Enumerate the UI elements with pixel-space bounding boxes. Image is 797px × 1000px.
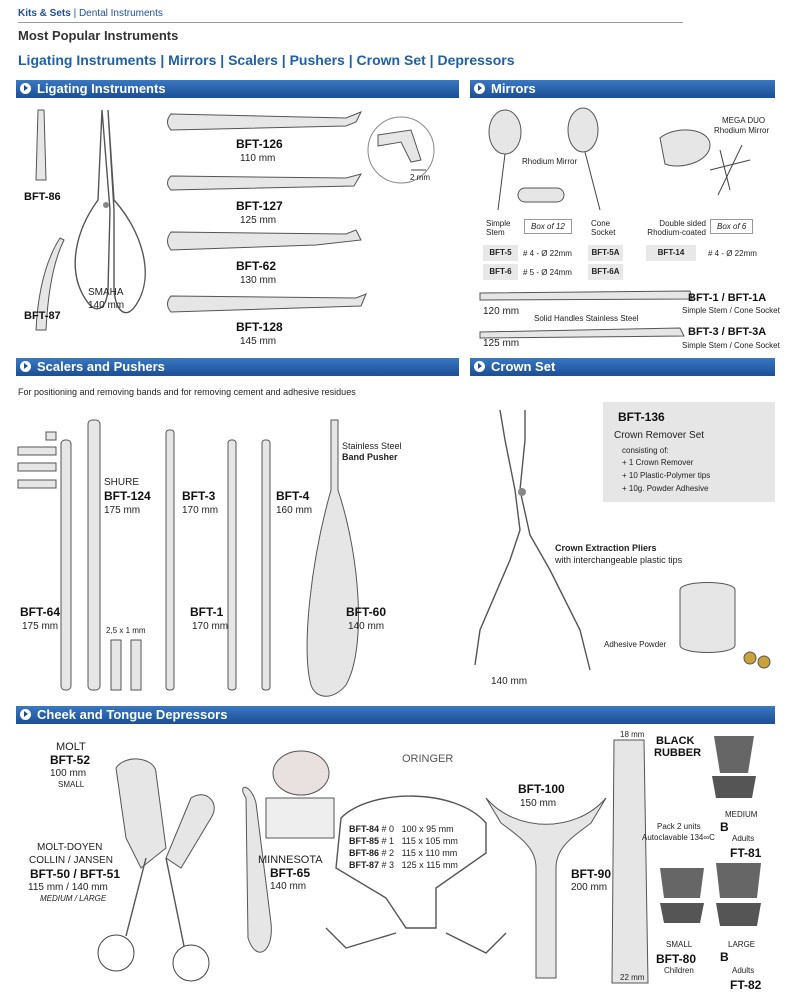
crown-size: 140 mm (491, 676, 528, 687)
crown-item: + 1 Crown Remover (622, 458, 694, 467)
section-header-scalers (16, 358, 459, 376)
bft64-illustration (61, 440, 71, 690)
oringer-num: # 0 (381, 824, 395, 834)
section-title: Cheek and Tongue Depressors (37, 707, 228, 722)
pusher-label-2: Band Pusher (342, 452, 398, 462)
bft87-label: BFT-87 (24, 310, 61, 322)
rubber-label: RUBBER (654, 747, 702, 759)
double-sided-label: Double sided Rhodium-coated (647, 219, 706, 237)
page-title: Most Popular Instruments (18, 28, 179, 43)
bft14-size: # 4 - Ø 22mm (708, 249, 757, 258)
autoclave-label: Autoclavable 134∞C (642, 833, 715, 842)
breadcrumb-sub[interactable]: Dental Instruments (78, 8, 163, 19)
box6-label: Box of 6 (710, 219, 753, 234)
bft128-code: BFT-128 (236, 320, 283, 334)
bft126-size: 110 mm (240, 153, 276, 164)
crown-consisting: consisting of: (622, 446, 669, 455)
bft64-size: 175 mm (22, 621, 59, 632)
rubber-medium-illustration (714, 736, 754, 773)
handle1-illustration (480, 291, 692, 300)
bft65-code: BFT-65 (270, 866, 311, 880)
bft128-illustration (168, 294, 367, 312)
bft50-size: 115 mm / 140 mm (28, 882, 108, 893)
bft1-size: 170 mm (192, 621, 229, 632)
bft80-code: BFT-80 (656, 952, 697, 966)
oringer-code: BFT-85 (349, 836, 380, 846)
crown-item: + 10g. Powder Adhesive (622, 484, 709, 493)
mirror-cone-illustration (568, 108, 598, 152)
mirror-row-code-a: BFT-5A (588, 245, 623, 261)
mirror-row-code-a: BFT-6A (588, 264, 623, 280)
handle1-desc: Simple Stem / Cone Socket (682, 306, 780, 315)
section-title: Crown Set (491, 359, 556, 374)
mouth-illustration (266, 751, 334, 838)
pliers-sub: with interchangeable plastic tips (555, 555, 683, 565)
collin-label: COLLIN / JANSEN (29, 855, 113, 866)
tip-size: 2 mm (410, 173, 430, 182)
mirror-row-size: # 4 - Ø 22mm (523, 249, 572, 258)
mirror-row-size: # 5 - Ø 24mm (523, 268, 572, 277)
children-label: Children (664, 966, 694, 975)
crown-name: Crown Remover Set (614, 430, 705, 441)
pack-label: Pack 2 units (657, 822, 701, 831)
pliers-illustration (475, 410, 520, 665)
b1-label: B (720, 820, 729, 834)
bft50-code: BFT-50 / BFT-51 (30, 867, 121, 881)
rhodium-mirror-illustration (518, 188, 564, 202)
bft62-code: BFT-62 (236, 259, 277, 273)
oringer-row (349, 824, 454, 834)
bft4-size: 160 mm (276, 505, 313, 516)
top-width: 18 mm (620, 730, 645, 739)
bft4-code: BFT-4 (276, 489, 310, 503)
oringer-dim: 125 x 115 mm (401, 860, 458, 870)
bft65-size: 140 mm (270, 881, 307, 892)
handle1-code: BFT-1 / BFT-1A (688, 292, 767, 304)
ft82-code: FT-82 (730, 978, 762, 992)
crown-item: + 10 Plastic-Polymer tips (622, 471, 711, 480)
shure-label: SHURE (104, 477, 140, 488)
section-title: Scalers and Pushers (37, 359, 165, 374)
bft3-size: 170 mm (182, 505, 219, 516)
bft128-size: 145 mm (240, 336, 277, 347)
large-label: LARGE (728, 940, 756, 949)
bft62-illustration (168, 230, 362, 250)
bft1-illustration (228, 440, 236, 690)
section-header-depressors (16, 706, 775, 724)
play-icon (474, 83, 485, 94)
oringer-code: BFT-84 (349, 824, 380, 834)
handles-note: Solid Handles Stainless Steel (534, 314, 639, 323)
play-icon (20, 361, 31, 372)
mirror-row-code: BFT-6 (483, 264, 518, 280)
play-icon (474, 361, 485, 372)
oringer-row (349, 836, 458, 846)
section-header-crown (470, 358, 775, 376)
bft52-code: BFT-52 (50, 753, 91, 767)
bft86-illustration (36, 110, 46, 180)
minnesota-label: MINNESOTA (258, 854, 323, 866)
box12-label: Box of 12 (524, 219, 572, 234)
bft126-code: BFT-126 (236, 137, 283, 151)
bft127-code: BFT-127 (236, 199, 283, 213)
molt-small: SMALL (58, 780, 85, 789)
divider (18, 22, 683, 23)
mega-duo-sub: Rhodium Mirror (714, 126, 770, 135)
section-title: Mirrors (491, 81, 536, 96)
bft14-code: BFT-14 (646, 245, 696, 261)
smaha-illustration (75, 110, 145, 313)
section-header-ligating (16, 80, 459, 98)
adults-label: Adults (732, 834, 755, 843)
bft52-size: 100 mm (50, 768, 87, 779)
oringer-num: # 2 (381, 848, 395, 858)
bft3-code: BFT-3 (182, 489, 216, 503)
play-icon (20, 709, 31, 720)
mirror-simple-illustration (489, 110, 521, 154)
bft62-size: 130 mm (240, 275, 277, 286)
handle2-length: 125 mm (483, 338, 520, 349)
small-label: SMALL (666, 940, 693, 949)
rhodium-label: Rhodium Mirror (522, 157, 578, 166)
bft127-illustration (168, 174, 362, 190)
adults-label-2: Adults (732, 966, 755, 975)
breadcrumb-section[interactable]: Kits & Sets (18, 8, 71, 19)
oringer-row (349, 848, 457, 858)
oringer-row (349, 860, 458, 870)
bottom-width: 22 mm (620, 973, 645, 982)
bft4-illustration (262, 440, 270, 690)
oringer-dim: 100 x 95 mm (401, 824, 454, 834)
tip-size: 2,5 x 1 mm (106, 626, 146, 635)
bft60-size: 140 mm (348, 621, 385, 632)
oringer-code: BFT-87 (349, 860, 380, 870)
molt-label: MOLT (56, 741, 86, 753)
bft100-size: 150 mm (520, 798, 557, 809)
b2-label: B (720, 950, 729, 964)
smaha-label: SMAHA (88, 287, 124, 298)
cone-socket-label: Cone Socket (591, 219, 616, 237)
mega-duo-illustration (660, 130, 750, 195)
section-header-mirrors (470, 80, 775, 98)
simple-stem-label: Simple Stem (486, 219, 511, 237)
bft1-code: BFT-1 (190, 605, 224, 619)
bft127-size: 125 mm (240, 215, 277, 226)
handle2-illustration (480, 328, 684, 338)
bft124-code: BFT-124 (104, 489, 151, 503)
smaha-size: 140 mm (88, 300, 125, 311)
powder-label: Adhesive Powder (604, 640, 667, 649)
medium-label: MEDIUM (725, 810, 758, 819)
bft100-code: BFT-100 (518, 782, 565, 796)
bft86-label: BFT-86 (24, 191, 61, 203)
bft90-code: BFT-90 (571, 867, 612, 881)
rubber-large-illustration (716, 863, 761, 898)
oringer-label: ORINGER (402, 753, 454, 765)
rubber-small-illustration (660, 868, 704, 898)
black-label: BLACK (656, 735, 695, 747)
pusher-label: Stainless Steel (342, 441, 402, 451)
molt-doyen-label: MOLT-DOYEN (37, 842, 103, 853)
handle1-length: 120 mm (483, 306, 520, 317)
handle2-desc: Simple Stem / Cone Socket (682, 341, 780, 350)
bft124-illustration (88, 420, 100, 690)
crown-code: BFT-136 (618, 410, 665, 424)
bft3-illustration (166, 430, 174, 690)
bft124-size: 175 mm (104, 505, 141, 516)
play-icon (20, 83, 31, 94)
powder-jar-illustration (680, 583, 735, 653)
oringer-dim: 115 x 105 mm (401, 836, 458, 846)
scalers-intro: For positioning and removing bands and for removing cement and adhesive residues (18, 387, 356, 397)
pliers-label: Crown Extraction Pliers (555, 543, 657, 553)
bft126-illustration (168, 112, 362, 130)
ft81-code: FT-81 (730, 846, 762, 860)
mirror-row-code: BFT-5 (483, 245, 518, 261)
handle2-code: BFT-3 / BFT-3A (688, 326, 767, 338)
bft90-illustration (612, 740, 648, 983)
oringer-code: BFT-86 (349, 848, 380, 858)
section-title: Ligating Instruments (37, 81, 166, 96)
mega-duo-label: MEGA DUO (722, 116, 766, 125)
oringer-num: # 3 (381, 860, 395, 870)
medium-large: MEDIUM / LARGE (40, 894, 107, 903)
oringer-num: # 1 (381, 836, 395, 846)
bft64-code: BFT-64 (20, 605, 61, 619)
bft60-code: BFT-60 (346, 605, 387, 619)
page-subtitle: Ligating Instruments | Mirrors | Scalers | Pushers | Crown Set | Depressors (18, 52, 515, 68)
breadcrumb: Kits & Sets | Dental Instruments (18, 8, 163, 19)
bft90-size: 200 mm (571, 882, 608, 893)
oringer-dim: 115 x 110 mm (401, 848, 458, 858)
